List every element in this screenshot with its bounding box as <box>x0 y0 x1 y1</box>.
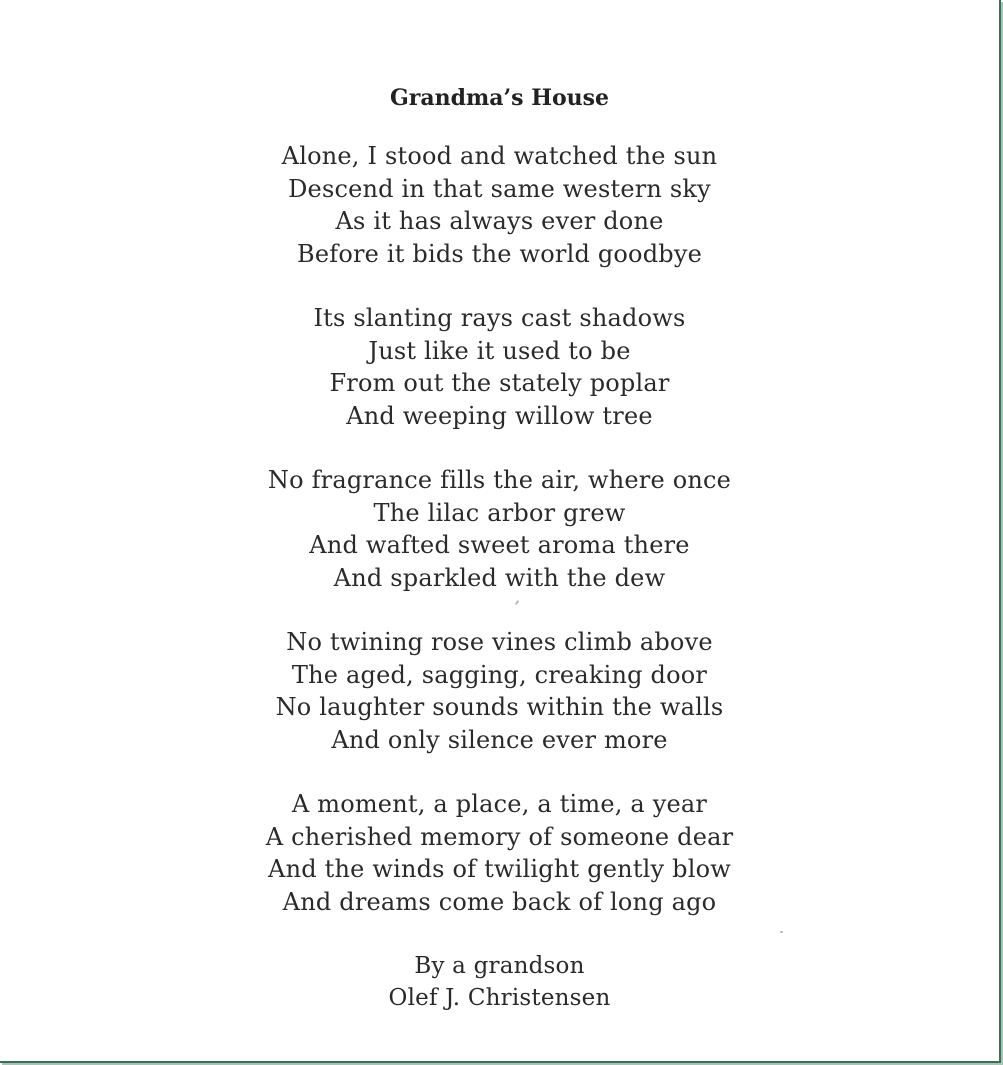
poem-line: Just like it used to be <box>368 336 631 365</box>
byline <box>0 950 999 1014</box>
poem-line: And weeping willow tree <box>346 401 653 430</box>
stanza-5 <box>0 788 999 918</box>
stanza-2 <box>0 302 999 432</box>
stanza-4 <box>0 626 999 756</box>
poem-line: Alone, I stood and watched the sun <box>281 142 718 170</box>
poem-line: And sparkled with the dew <box>333 563 666 592</box>
scan-speck <box>780 931 783 933</box>
poem-title: Grandma’s House <box>389 85 610 111</box>
poem-line: The aged, sagging, creaking door <box>291 660 708 689</box>
poem-line: No fragrance fills the air, where once <box>267 466 732 494</box>
poem-line: Its slanting rays cast shadows <box>313 304 686 332</box>
poem-line: And dreams come back of long ago <box>282 887 717 916</box>
poem-line: From out the stately poplar <box>329 369 670 397</box>
poem-line: Before it bids the world goodbye <box>297 239 702 268</box>
poem <box>0 82 999 1014</box>
stanza-3 <box>0 464 999 594</box>
author-name: Olef J. Christensen <box>388 985 611 1011</box>
poem-line: A cherished memory of someone dear <box>265 822 734 851</box>
poem-line: No twining rose vines climb above <box>286 628 713 656</box>
poem-line: Descend in that same western sky <box>288 174 711 203</box>
poem-line: A moment, a place, a time, a year <box>291 790 708 818</box>
poem-line: And wafted sweet aroma there <box>309 531 690 559</box>
poem-line: As it has always ever done <box>335 207 664 235</box>
poem-line: And the winds of twilight gently blow <box>268 855 731 883</box>
poem-line: And only silence ever more <box>331 725 668 754</box>
poem-line: No laughter sounds within the walls <box>275 693 724 721</box>
byline-text: By a grandson <box>414 953 585 979</box>
stanza-1 <box>0 140 999 270</box>
poem-line: The lilac arbor grew <box>373 498 626 527</box>
